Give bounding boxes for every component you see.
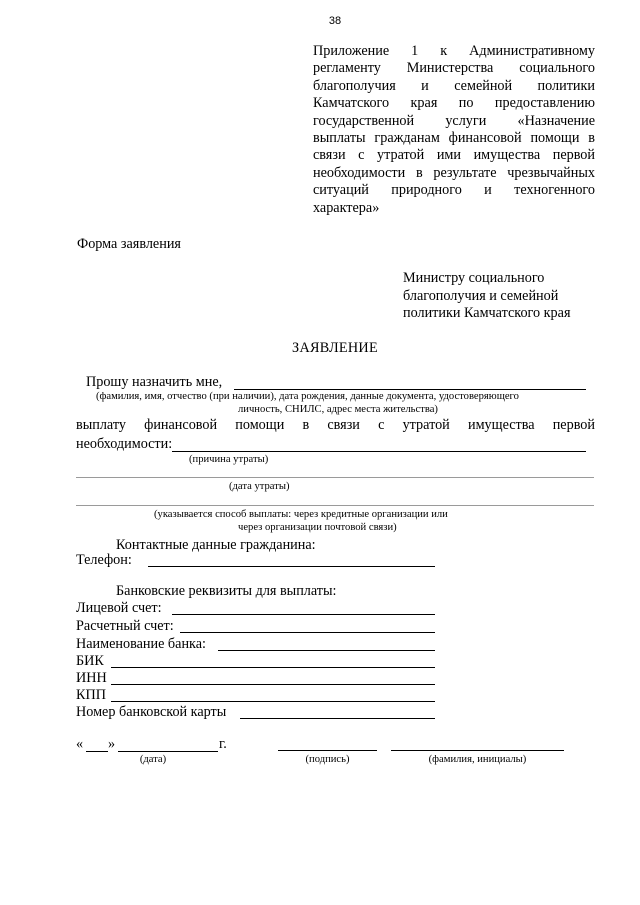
appendix-line: связи с утратой ими имущества первой [313,147,595,164]
day-field[interactable] [86,751,108,752]
payment-method-hint-2: через организации почтовой связи) [238,522,397,533]
personal-account-label: Лицевой счет: [76,600,162,616]
appendix-line: необходимости в результате чрезвычайных [313,164,595,181]
bik-label: БИК [76,653,104,669]
form-label: Форма заявления [77,236,181,252]
personal-account-field[interactable] [172,614,435,615]
bank-heading: Банковские реквизиты для выплаты: [116,583,337,599]
month-field[interactable] [118,751,218,752]
kpp-field[interactable] [111,701,435,702]
page-number: 38 [328,15,342,27]
necessity-label: необходимости: [76,436,173,452]
request-lead: Прошу назначить мне, [86,374,223,390]
inn-label: ИНН [76,670,107,686]
loss-reason-field[interactable] [172,451,586,452]
bank-name-label: Наименование банка: [76,636,206,652]
appendix-line: ситуаций природного и техногенного [313,182,595,199]
kpp-label: КПП [76,687,106,703]
appendix-note [313,43,595,217]
bik-field[interactable] [111,667,435,668]
appendix-line: Приложение 1 к Административному [313,43,595,59]
card-number-field[interactable] [240,718,435,719]
appendix-line: благополучия и семейной политики [313,77,595,94]
payment-line: выплату финансовой помощи в связи с утратой имущества первой [76,417,595,433]
name-initials-label: (фамилия, инициалы) [428,754,527,765]
contacts-heading: Контактные данные гражданина: [116,537,316,553]
settlement-account-label: Расчетный счет: [76,618,174,634]
addressee-line: политики Камчатского края [403,305,571,322]
quote-close: » [108,736,116,752]
signature-label: (подпись) [305,754,350,765]
applicant-info-field[interactable] [234,389,586,390]
date-label: (дата) [139,754,167,765]
appendix-line: регламенту Министерства социального [313,60,595,77]
name-initials-field[interactable] [391,750,564,751]
inn-field[interactable] [111,684,435,685]
settlement-account-field[interactable] [180,632,435,633]
loss-date-hint: (дата утраты) [229,481,290,492]
payment-method-hint: (указывается способ выплаты: через кредитные организации или [154,509,448,520]
payment-method-field[interactable] [76,505,594,506]
addressee-line: благополучия и семейной [403,287,559,304]
document-title: ЗАЯВЛЕНИЕ [292,340,378,356]
loss-date-field[interactable] [76,477,594,478]
applicant-info-hint: (фамилия, имя, отчество (при наличии), дата рождения, данные документа, удостоверяющего [96,391,519,402]
addressee [403,270,603,323]
appendix-line: выплаты гражданам финансовой помощи в [313,130,595,147]
loss-reason-hint: (причина утраты) [189,454,269,465]
phone-field[interactable] [148,566,435,567]
appendix-line: характера» [313,199,380,216]
year-suffix: г. [219,736,227,752]
bank-name-field[interactable] [218,650,435,651]
appendix-line: Камчатского края по предоставлению [313,95,595,112]
card-number-label: Номер банковской карты [76,704,227,720]
signature-field[interactable] [278,750,377,751]
applicant-info-hint-2: личность, СНИЛС, адрес места жительства) [238,404,438,415]
appendix-line: государственной услуги «Назначение [313,112,595,129]
quote-open: « [76,736,84,752]
phone-label: Телефон: [76,552,132,568]
addressee-line: Министру социального [403,270,545,286]
